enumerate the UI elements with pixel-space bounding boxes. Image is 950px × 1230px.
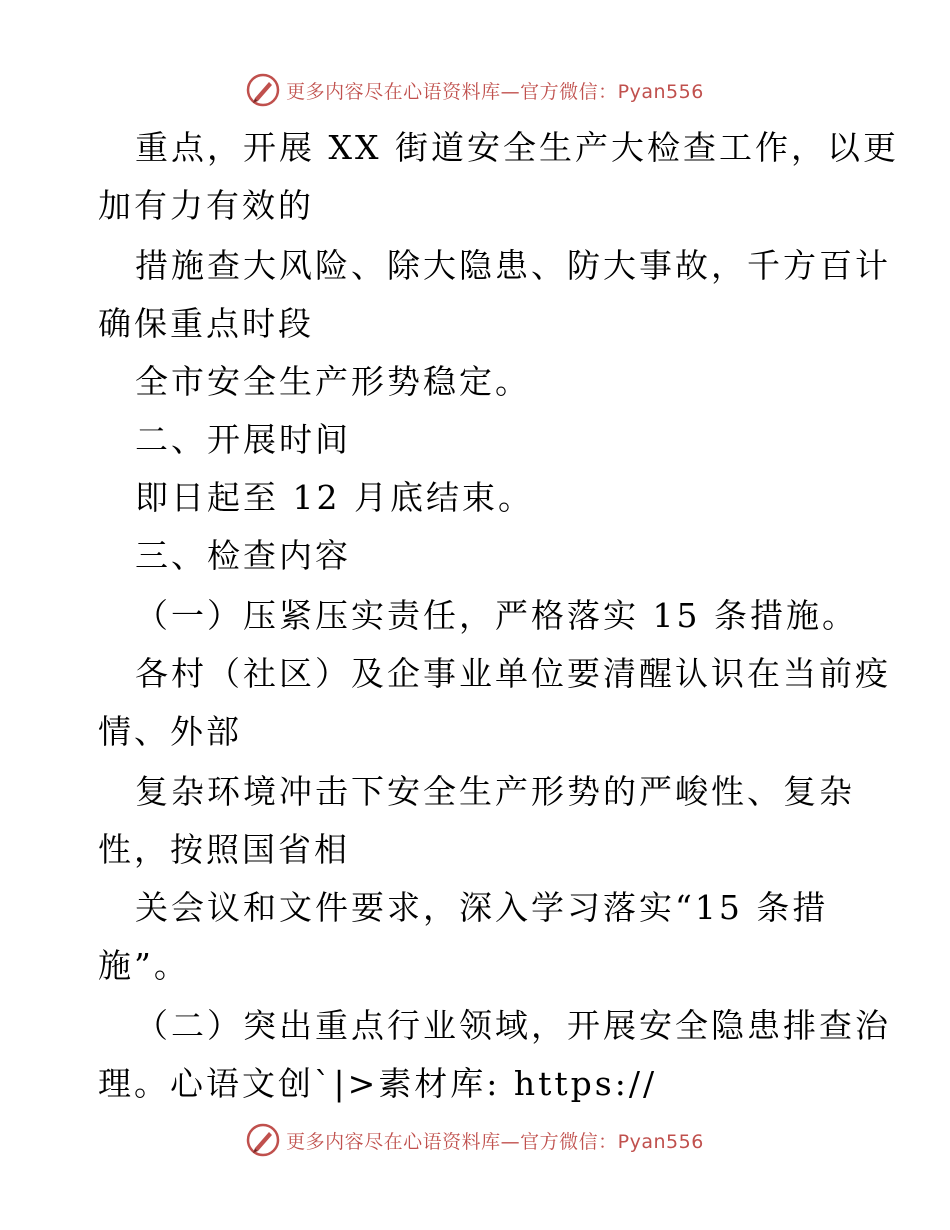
header-watermark-inner (246, 73, 704, 107)
text-line: 确保重点时段 (98, 304, 314, 343)
text-line: 重点，开展 XX 街道安全生产大检查工作，以更 (135, 128, 899, 167)
header-brand-text: 更多内容尽在心语资料库 (286, 80, 501, 103)
text-line: 即日起至 12 月底结束。 (135, 478, 534, 517)
header-separator: — (500, 80, 521, 103)
footer-watermark (0, 1120, 950, 1160)
text-line: 措施查大风险、除大隐患、防大事故，千方百计 (135, 246, 891, 285)
section-heading: 三、检查内容 (135, 536, 351, 575)
footer-brand-text: 更多内容尽在心语资料库 (286, 1130, 501, 1153)
subsection-heading: （一）压紧压实责任，严格落实 15 条措施。 (135, 596, 858, 635)
header-watermark (0, 70, 950, 110)
text-line: 各村（社区）及企事业单位要清醒认识在当前疫 (135, 654, 891, 693)
header-watermark-text (286, 77, 704, 104)
text-line: 关会议和文件要求，深入学习落实“15 条措 (135, 888, 829, 927)
pen-logo-icon (246, 73, 280, 107)
text-line: 全市安全生产形势稳定。 (135, 362, 531, 401)
footer-watermark-text (286, 1127, 704, 1154)
footer-separator: — (500, 1130, 521, 1153)
text-line: 性，按照国省相 (98, 830, 350, 869)
subsection-heading: （二）突出重点行业领域，开展安全隐患排查治 (135, 1006, 891, 1045)
section-heading: 二、开展时间 (135, 420, 351, 459)
pen-logo-icon (246, 1123, 280, 1157)
header-wechat-text: 官方微信：Pyan556 (520, 80, 704, 103)
footer-wechat-text: 官方微信：Pyan556 (520, 1130, 704, 1153)
text-line: 复杂环境冲击下安全生产形势的严峻性、复杂 (135, 772, 855, 811)
text-line: 加有力有效的 (98, 186, 314, 225)
text-line: 情、外部 (98, 712, 242, 751)
text-line: 施”。 (98, 946, 190, 985)
footer-watermark-inner (246, 1123, 704, 1157)
text-line: 理。心语文创`|>素材库: https:// (98, 1064, 658, 1103)
